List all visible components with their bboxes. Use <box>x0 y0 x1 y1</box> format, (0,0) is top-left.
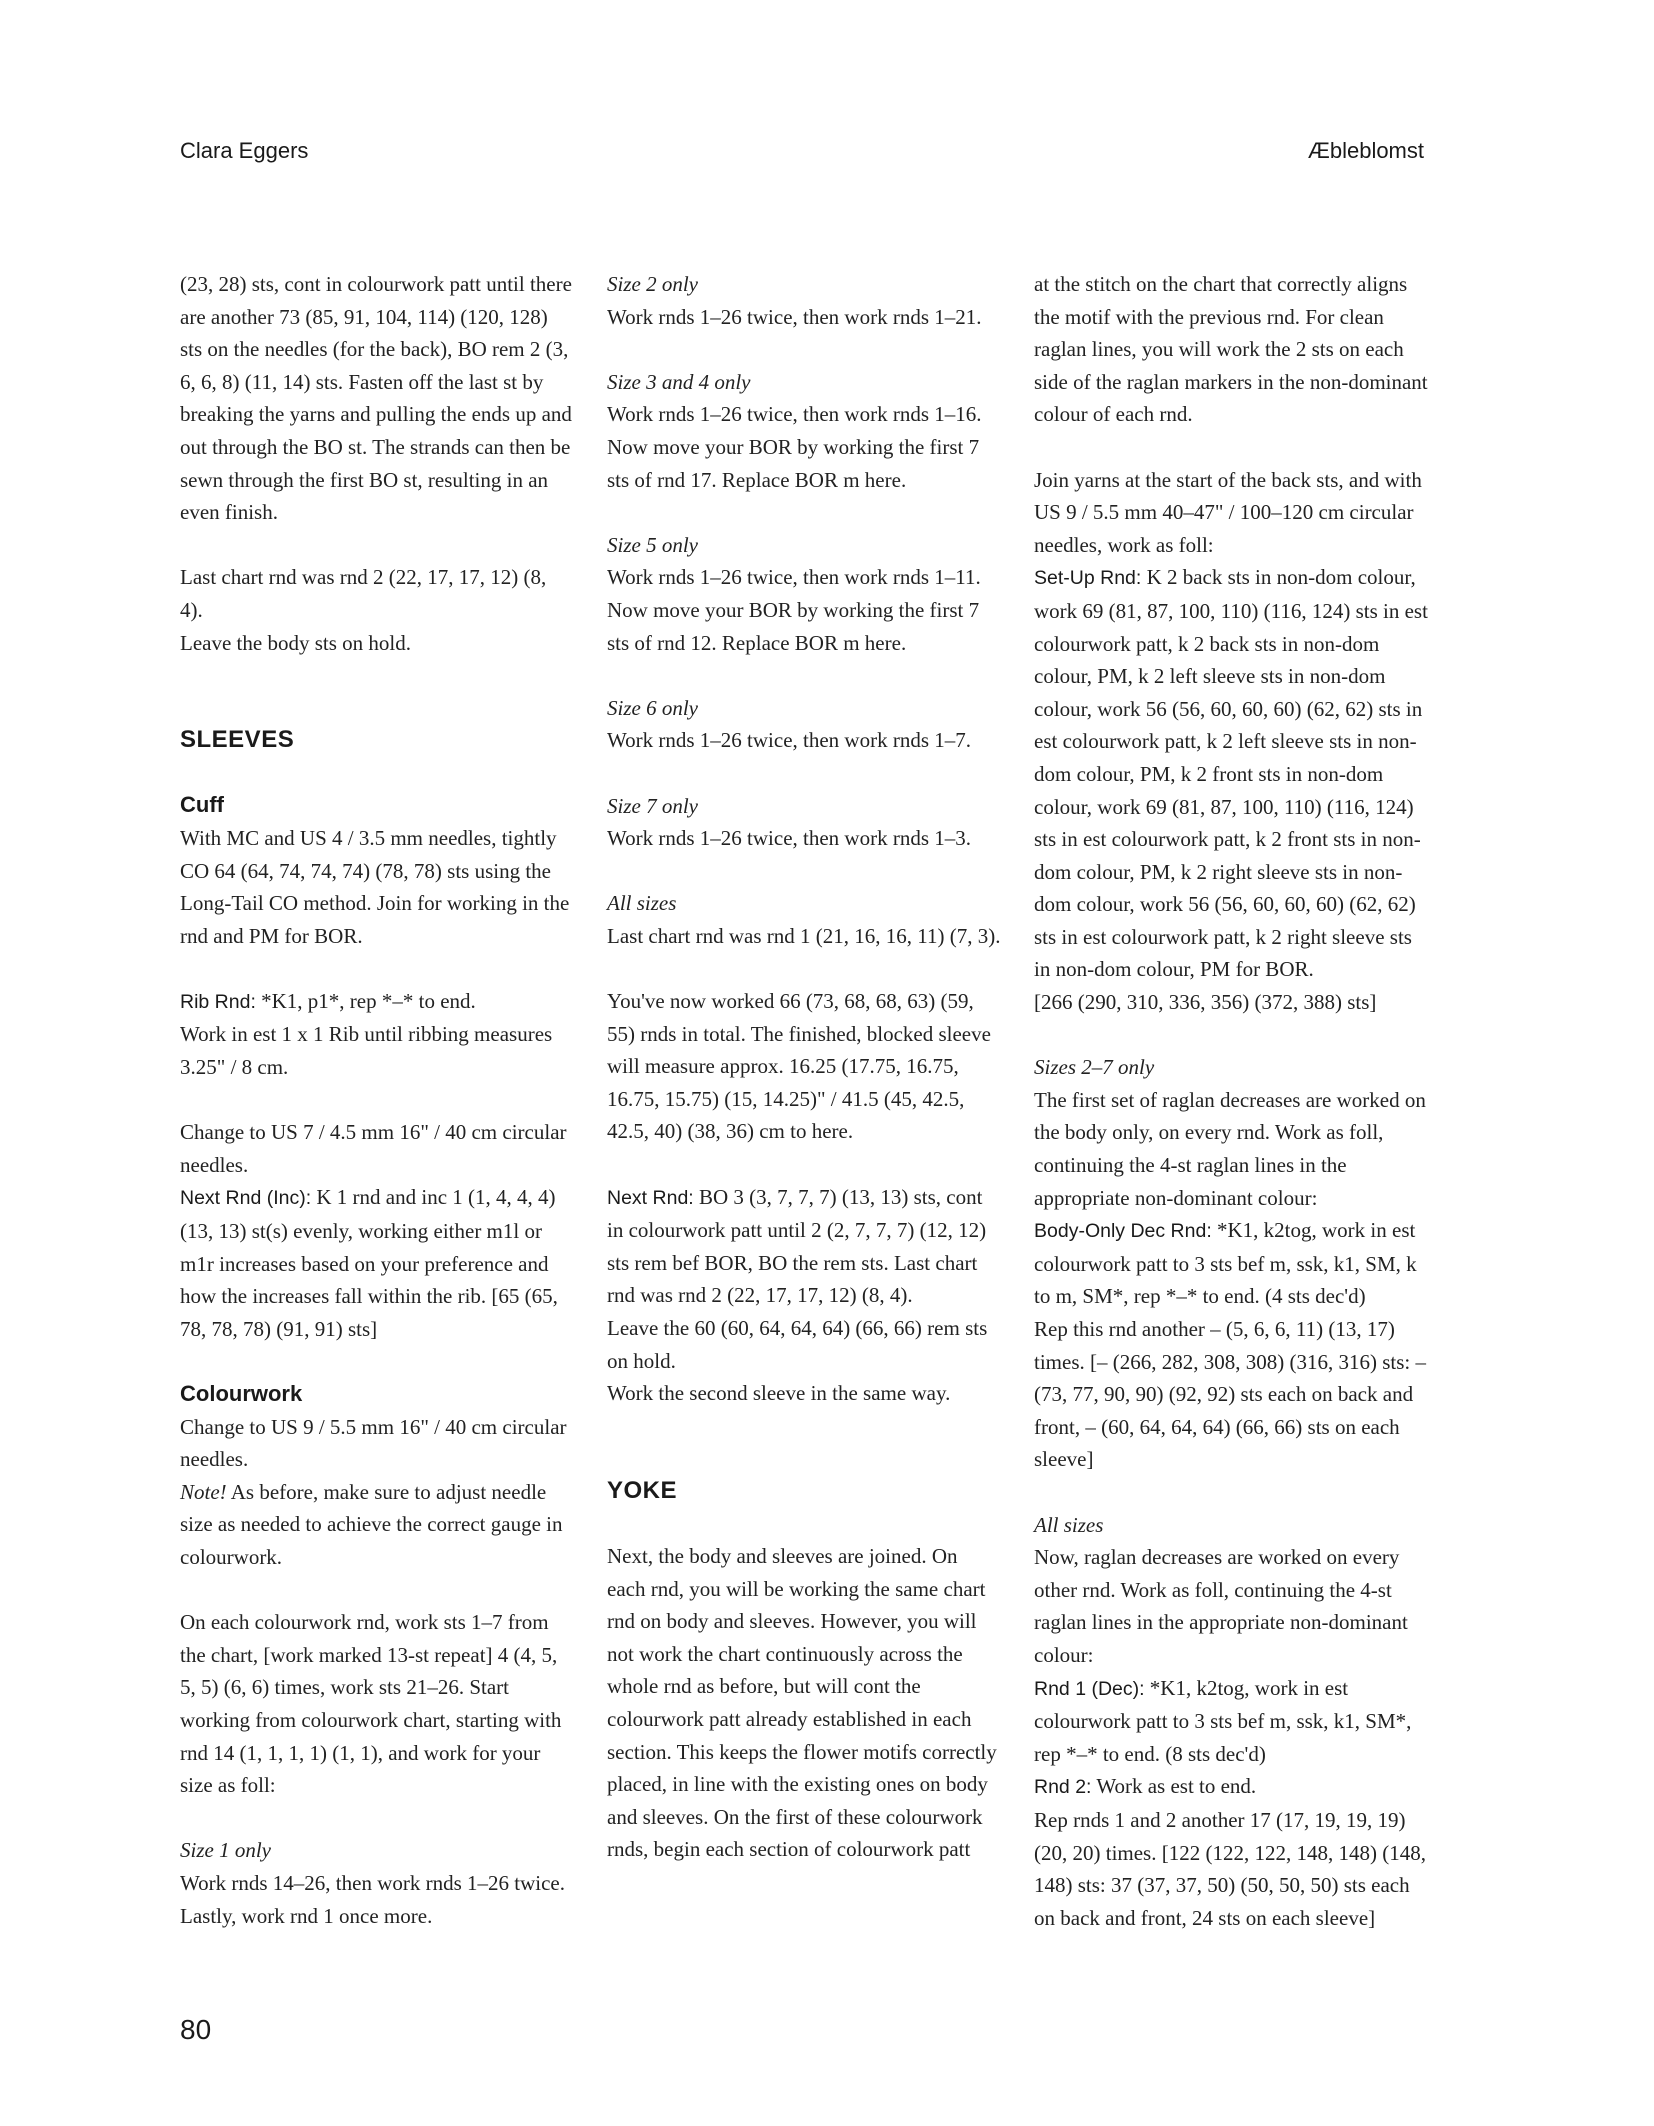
colourwork-heading: Colourwork <box>180 1381 303 1406</box>
rib-round-instruction <box>180 985 574 1019</box>
note-text: As before, make sure to adjust needle size as needed to achieve the correct gauge in colourwork. <box>180 1479 563 1569</box>
text-column-3 <box>1034 268 1428 1934</box>
all-sizes-label: All sizes <box>1034 1512 1104 1537</box>
note-paragraph <box>180 1476 574 1574</box>
setup-round-text: K 2 back sts in non-dom colour, work 69 (81, 87, 100, 110) (116, 124) sts in est colourwork patt, k 2 back sts in non-dom colour, PM, k 2 left sleeve sts in non-dom colour, work 56 (56, 60, 60, 60) (62, 62) sts in est colourwork patt, k 2 left sleeve sts in non-dom colour, PM, k 2 front sts in non-dom colour, work 69 (81, 87, 100, 110) (116, 124) sts in est colourwork patt, k 2 front sts in non-dom colour, PM, k 2 right sleeve sts in non-dom colour, work 56 (56, 60, 60, 60) (62, 62) sts in est colourwork patt, k 2 right sleeve sts in non-dom colour, PM for BOR. <box>1034 565 1428 982</box>
round-2-instruction <box>1034 1770 1428 1804</box>
round-2-text: Work as est to end. <box>1091 1774 1257 1799</box>
body-paragraph: The first set of raglan decreases are worked on the body only, on every rnd. Work as foll, continuing the 4-st raglan lines in the appropriate non-dominant colour: <box>1034 1087 1426 1210</box>
body-paragraph: Work rnds 1–26 twice, then work rnds 1–11. Now move your BOR by working the first 7 sts of rnd 12. Replace BOR m here. <box>607 565 981 655</box>
next-round-label: Next Rnd (Inc): <box>180 1187 312 1210</box>
next-round-instruction <box>607 1181 1001 1312</box>
body-paragraph: Leave the body sts on hold. <box>180 630 411 655</box>
stitch-total: [266 (290, 310, 336, 356) (372, 388) sts] <box>1034 990 1377 1015</box>
body-paragraph: Rep this rnd another – (5, 6, 6, 11) (13, 17) times. [– (266, 282, 308, 308) (316, 316) sts: – (73, 77, 90, 90) (92, 92) sts each on back and front, – (60, 64, 64, 64) (66, 66) sts on each sleeve] <box>1034 1317 1426 1472</box>
size-1-label: Size 1 only <box>180 1838 271 1863</box>
rib-round-label: Rib Rnd: <box>180 990 256 1013</box>
next-round-label: Next Rnd: <box>607 1186 694 1209</box>
body-paragraph: Change to US 7 / 4.5 mm 16" / 40 cm circular needles. <box>180 1120 567 1177</box>
body-dec-round-label: Body-Only Dec Rnd: <box>1034 1220 1212 1243</box>
body-paragraph: Now, raglan decreases are worked on every other rnd. Work as foll, continuing the 4-st raglan lines in the appropriate non-dominant colour: <box>1034 1545 1408 1667</box>
next-round-instruction <box>180 1181 574 1345</box>
round-2-label: Rnd 2: <box>1034 1776 1092 1799</box>
body-paragraph: Work rnds 14–26, then work rnds 1–26 twice. Lastly, work rnd 1 once more. <box>180 1870 566 1928</box>
author-name: Clara Eggers <box>180 138 309 163</box>
all-sizes-label: All sizes <box>607 891 677 916</box>
size-2-label: Size 2 only <box>607 272 698 296</box>
round-1-instruction <box>1034 1672 1428 1771</box>
text-column-1 <box>180 268 574 1932</box>
body-paragraph: Last chart rnd was rnd 2 (22, 17, 17, 12) (8, 4). <box>180 565 547 622</box>
pattern-title: Æbleblomst <box>1307 138 1424 163</box>
setup-round-label: Set-Up Rnd: <box>1034 567 1142 590</box>
body-paragraph: Work rnds 1–26 twice, then work rnds 1–21. <box>607 304 982 329</box>
body-paragraph: Work rnds 1–26 twice, then work rnds 1–7. <box>607 728 972 753</box>
next-round-text: K 1 rnd and inc 1 (1, 4, 4, 4) (13, 13) st(s) evenly, working either m1l or m1r increases based on your preference and how the increases fall within the rib. [65 (65, 78, 78, 78) (91, 91) sts] <box>180 1185 558 1341</box>
body-paragraph: (23, 28) sts, cont in colourwork patt until there are another 73 (85, 91, 104, 114) (120, 128) sts on the needles (for the back), BO rem 2 (3, 6, 6, 8) (11, 14) sts. Fasten off the last st by breaking the yarns and pulling the ends up and out through the BO st. The strands can then be sewn through the first BO st, resulting in an even finish. <box>180 272 572 525</box>
round-1-text: *K1, k2tog, work in est colourwork patt to 3 sts bef m, ssk, k1, SM*, rep *–* to end. (8 sts dec'd) <box>1034 1675 1412 1766</box>
next-round-text: BO 3 (3, 7, 7, 7) (13, 13) sts, cont in colourwork patt until 2 (2, 7, 7, 7) (12, 12) sts rem bef BOR, BO the rem sts. Last chart rnd was rnd 2 (22, 17, 17, 12) (8, 4). <box>607 1184 987 1308</box>
body-paragraph: Next, the body and sleeves are joined. On each rnd, you will be working the same chart rnd on body and sleeves. However, you will not work the chart continuously across the whole rnd as before, but will cont the colourwork patt already established in each section. This keeps the flower motifs correctly placed, in line with the existing ones on body and sleeves. On the first of these colourwork rnds, begin each section of colourwork patt <box>607 1543 997 1862</box>
body-paragraph: Rep rnds 1 and 2 another 17 (17, 19, 19, 19) (20, 20) times. [122 (122, 122, 148, 148) (148, 148) sts: 37 (37, 37, 50) (50, 50, 50) sts each on back and front, 24 sts on each sleeve] <box>1034 1807 1426 1930</box>
body-paragraph: With MC and US 4 / 3.5 mm needles, tightly CO 64 (64, 74, 74, 74) (78, 78) sts using the Long-Tail CO method. Join for working in the rnd and PM for BOR. <box>180 825 570 948</box>
body-paragraph: Change to US 9 / 5.5 mm 16" / 40 cm circular needles. <box>180 1414 567 1472</box>
size-3-4-label: Size 3 and 4 only <box>607 369 751 394</box>
body-paragraph: Leave the 60 (60, 64, 64, 64) (66, 66) rem sts on hold. <box>607 1316 988 1373</box>
body-paragraph: Work the second sleeve in the same way. <box>607 1381 951 1406</box>
body-paragraph: at the stitch on the chart that correctly aligns the motif with the previous rnd. For clean raglan lines, you will work the 2 sts on each side of the raglan markers in the non-dominant colour of each rnd. <box>1034 272 1428 427</box>
body-paragraph: Work in est 1 x 1 Rib until ribbing measures 3.25" / 8 cm. <box>180 1022 553 1080</box>
body-paragraph: Last chart rnd was rnd 1 (21, 16, 16, 11) (7, 3). <box>607 923 1001 948</box>
yoke-heading: YOKE <box>607 1476 678 1504</box>
round-1-label: Rnd 1 (Dec): <box>1034 1677 1145 1700</box>
cuff-heading: Cuff <box>180 792 224 818</box>
rib-round-text: *K1, p1*, rep *–* to end. <box>255 988 476 1013</box>
text-column-2 <box>607 268 1001 1866</box>
body-paragraph: Work rnds 1–26 twice, then work rnds 1–16. Now move your BOR by working the first 7 sts of rnd 17. Replace BOR m here. <box>607 402 982 492</box>
body-paragraph: You've now worked 66 (73, 68, 68, 63) (59, 55) rnds in total. The finished, blocked sleeve will measure approx. 16.25 (17.75, 16.75, 16.75, 15.75) (15, 14.25)" / 41.5 (45, 42.5, 42.5, 40) (38, 36) cm to here. <box>607 989 991 1144</box>
body-paragraph: On each colourwork rnd, work sts 1–7 from the chart, [work marked 13-st repeat] 4 (4, 5, 5, 5) (6, 6) times, work sts 21–26. Start working from colourwork chart, starting with rnd 14 (1, 1, 1, 1) (1, 1), and work for your size as foll: <box>180 1610 562 1798</box>
page-number: 80 <box>180 2014 212 2045</box>
body-dec-round-instruction <box>1034 1214 1428 1313</box>
size-6-label: Size 6 only <box>607 695 698 720</box>
sleeves-heading: SLEEVES <box>180 726 295 754</box>
note-label: Note! <box>180 1479 227 1504</box>
body-paragraph: Join yarns at the start of the back sts, and with US 9 / 5.5 mm 40–47" / 100–120 cm circular needles, work as foll: <box>1034 467 1422 557</box>
body-paragraph: Work rnds 1–26 twice, then work rnds 1–3. <box>607 826 972 851</box>
body-dec-round-text: *K1, k2tog, work in est colourwork patt to 3 sts bef m, ssk, k1, SM, k to m, SM*, rep *–* to end. (4 sts dec'd) <box>1034 1218 1417 1309</box>
setup-round-instruction <box>1034 561 1428 986</box>
size-7-label: Size 7 only <box>607 793 698 818</box>
sizes-2-7-label: Sizes 2–7 only <box>1034 1055 1155 1080</box>
size-5-label: Size 5 only <box>607 532 698 557</box>
